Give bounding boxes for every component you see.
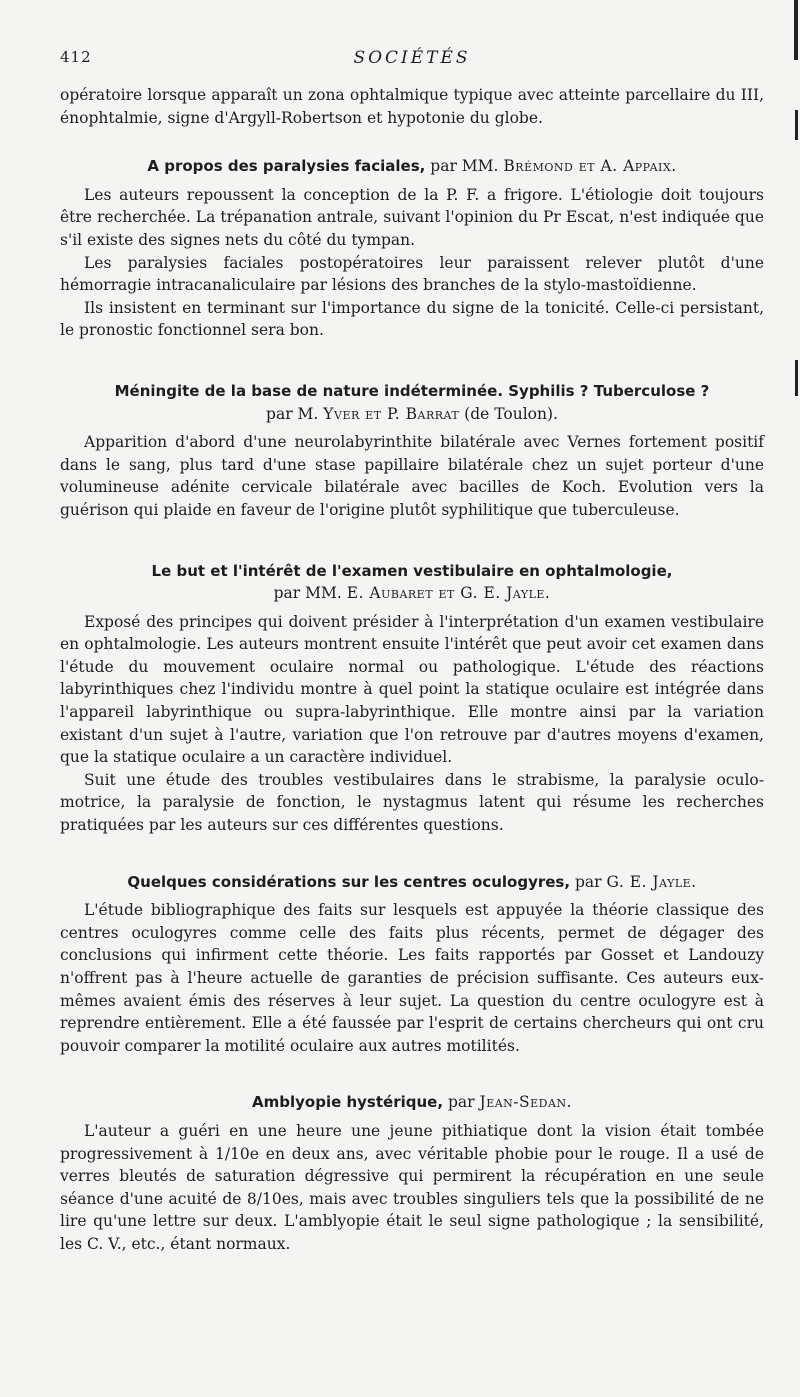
running-title: SOCIÉTÉS [353,48,471,68]
section-heading: A propos des paralysies faciales, [147,157,426,176]
section-byline [60,582,764,605]
section-title [60,380,764,403]
section-examen-vestibulaire [60,560,764,837]
byline-prefix: par MM. [273,584,342,603]
paragraph: Exposé des principes qui doivent présider à l'interprétation d'un examen vestibulaire en ophtalmologie. Les auteurs montrent ensuite l'intérêt que peut avoir cet examen dans l'étude du mouvement oculaire normal ou pathologique. L'étude des réactions labyrinthiques chez l'individu montre à quel point la statique oculaire est intégrée dans l'appareil labyrinthique ou supra-labyrinthique. Elle montre ainsi par la variation existant d'un sujet à l'autre, variation que l'on retrouve par d'autres moyens d'examen, que la statique oculaire a un caractère individuel. [60,612,764,767]
paragraph: Les paralysies faciales postopératoires leur paraissent relever plutôt d'une hémorragie intracanaliculaire par lésions des branches de la stylo-mastoïdienne. [60,253,764,295]
section-heading: Méningite de la base de nature indéterminée. Syphilis ? Tuberculose ? [114,381,710,400]
paragraph: L'étude bibliographique des faits sur lesquels est appuyée la théorie classique des centres oculogyres comme celle des faits plus récents, permet de dégager des conclusions qui infirment cette théorie. Les faits rapportés par Gosset et Landouzy n'offrent pas à l'heure actuelle de garanties de précision suffisante. Ces auteurs eux-mêmes avaient émis des réserves à leur sujet. La question du centre oculogyre est à reprendre entièrement. Elle a été faussée par l'esprit de certains chercheurs qui ont cru pouvoir comparer la motilité oculaire aux autres motilités. [60,901,764,1055]
section-meningite [60,380,764,522]
section-authors: E. Aubaret et G. E. Jayle. [346,584,551,603]
section-byline [60,403,764,426]
paragraph: L'auteur a guéri en une heure une jeune pithiatique dont la vision était tombée progressivement à 1/10e en deux ans, avec véritable phobie pour le rouge. Il a usé de verres bleutés de saturation dégressive qui permirent la récupération en une seule séance d'une acuité de 8/10es, mais avec troubles singuliers tels que la possibilité de ne lire qu'une lettre sur deux. L'amblyopie était le seul signe pathologique ; la sensibilité, les C. V., etc., étant normaux. [60,1121,764,1253]
paragraph: Ils insistent en terminant sur l'importance du signe de la tonicité. Celle-ci persistant, le pronostic fonctionnel sera bon. [60,298,764,340]
section-authors: Yver et P. Barrat [323,404,460,423]
section-title [60,560,764,583]
section-centres-oculogyres [60,871,764,1058]
section-authors: Brémond et A. Appaix. [503,157,677,176]
section-title [60,1091,764,1114]
paragraph: Apparition d'abord d'une neurolabyrinthite bilatérale avec Vernes fortement positif dans le sang, plus tard d'une stase papillaire bilatérale chez un sujet porteur d'une volumineuse adénite cervicale bilatérale avec bacilles de Koch. Evolution vers la guérison qui plaide en faveur de l'origine plutôt syphilitique que tuberculeuse. [60,433,764,519]
scan-edge-mark [794,0,798,60]
section-authors: Jean-Sedan. [479,1093,572,1112]
section-authors: G. E. Jayle. [606,872,697,891]
section-amblyopie [60,1091,764,1255]
scan-edge-mark [795,110,798,140]
running-head [60,48,764,72]
page-number: 412 [60,48,92,66]
section-title [60,871,764,894]
section-heading: Quelques considérations sur les centres oculogyres, [127,872,571,891]
section-paralysies-faciales [60,155,764,342]
byline-prefix: par M. [266,404,319,423]
paragraph: Les auteurs repoussent la conception de la P. F. a frigore. L'étiologie doit toujours être recherchée. La trépanation antrale, suivant l'opinion du Pr Escat, n'est indiquée que s'il existe des signes nets du côté du tympan. [60,185,764,249]
section-heading: Le but et l'intérêt de l'examen vestibulaire en ophtalmologie, [151,561,673,580]
section-title [60,155,764,178]
section-heading: Amblyopie hystérique, [252,1093,444,1112]
byline-suffix: (de Toulon). [464,404,558,423]
byline-prefix: par [447,1093,475,1112]
intro-paragraph: opératoire lorsque apparaît un zona ophtalmique typique avec atteinte parcellaire du III, énophtalmie, signe d'Argyll-Robertson et hypotonie du globe. [60,86,764,127]
byline-prefix: par [575,872,602,891]
byline-prefix: par MM. [430,157,499,176]
paragraph: Suit une étude des troubles vestibulaires dans le strabisme, la paralysie oculo-motrice, la paralysie de fonction, le nystagmus latent qui résume les recherches pratiquées par les auteurs sur ces différentes questions. [60,770,764,835]
page-content [60,84,764,1256]
scan-edge-mark [795,360,798,396]
